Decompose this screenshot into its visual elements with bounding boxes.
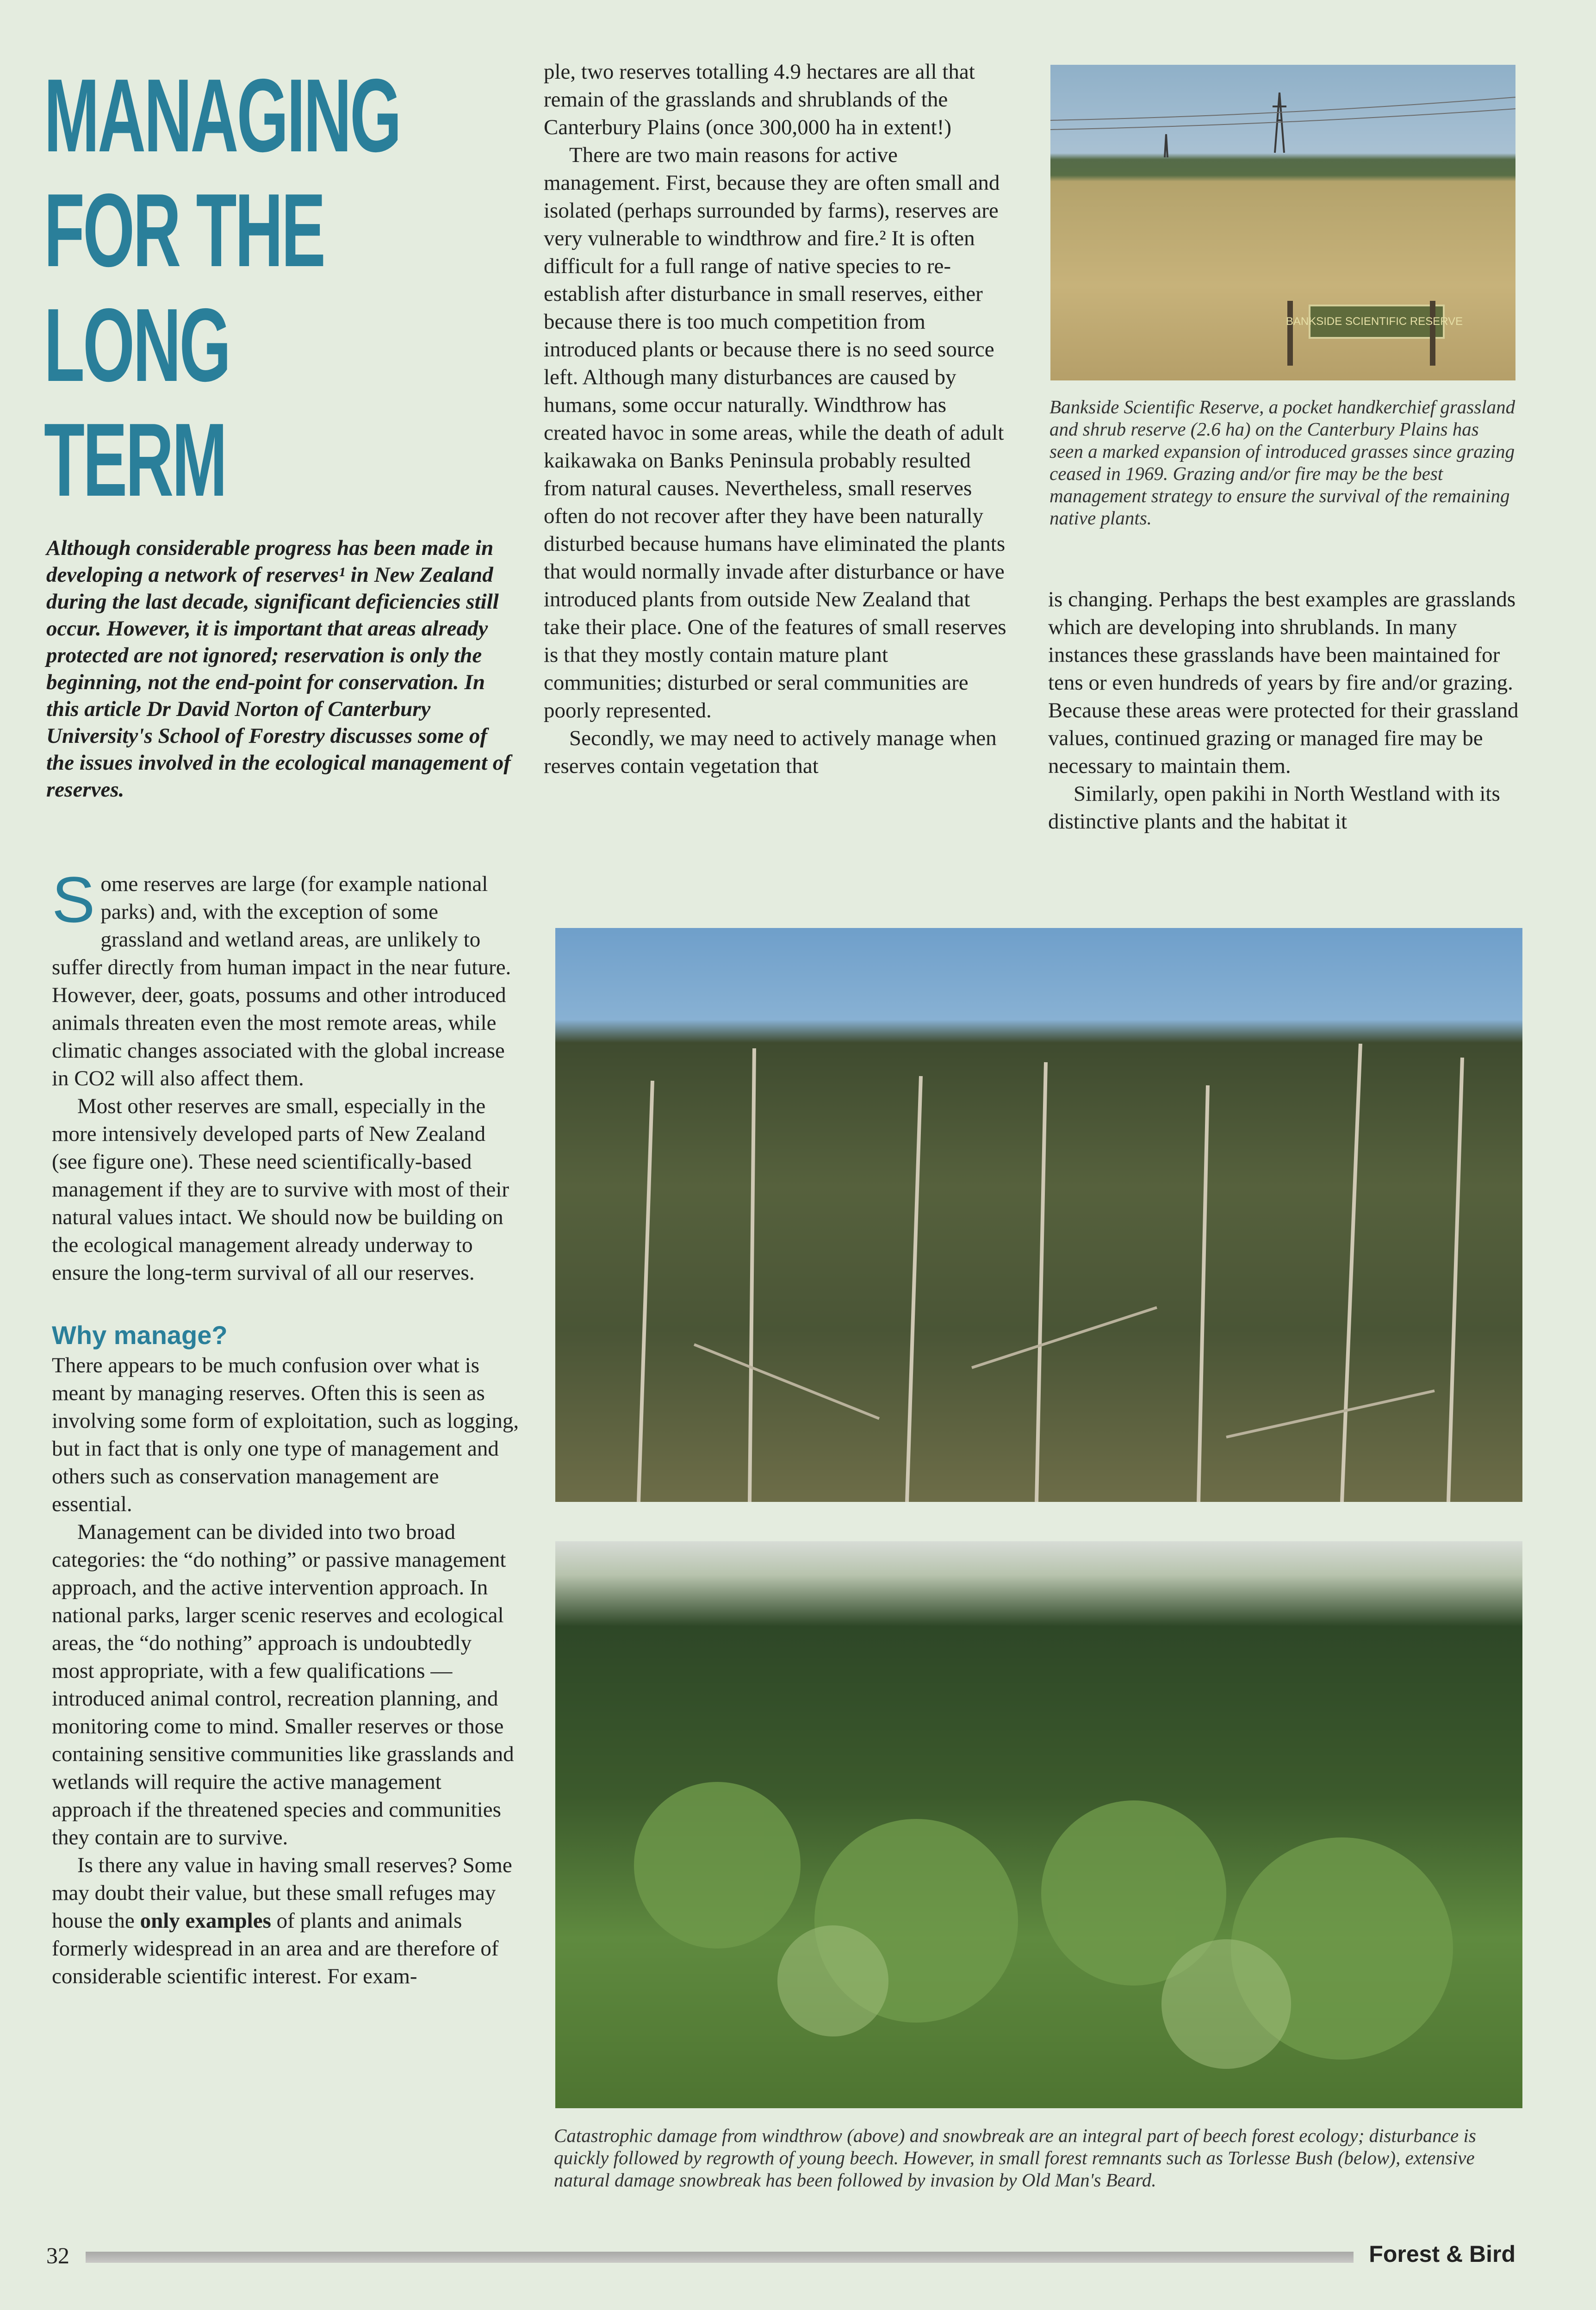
headline-line-1: MANAGING	[44, 57, 400, 174]
snowbreak-forest-photo	[555, 1541, 1522, 2108]
headline-line-4: TERM	[44, 401, 226, 518]
footer-rule	[86, 2252, 1354, 2263]
article-column-1	[52, 863, 519, 1990]
paragraph: Similarly, open pakihi in North Westland with its distinctive plants and the habitat it	[1048, 782, 1500, 834]
paragraph-text: ome reserves are large (for example national parks) and, with the exception of some grassland and wetland areas, are unlikely to suffer directly from human impact in the near future. However, deer, goats, possums and other introduced animals threaten even the most remote areas, while climatic changes associated with the global increase in CO2 will also affect them.	[52, 872, 511, 1090]
grassland-scene	[1050, 65, 1515, 380]
headline-line-2: FOR THE	[44, 172, 324, 288]
windthrow-forest-photo	[555, 928, 1522, 1502]
paragraph: There appears to be much confusion over what is meant by managing reserves. Often this is seen as involving some form of exploitation, such as logging, but in fact that is only one type of management and others such as conservation management are essential.	[52, 1353, 519, 1516]
paragraph: Most other reserves are small, especially in the more intensively developed parts of New Zealand (see figure one). These need scientifically-based management if they are to survive with most of their natural values intact. We should now be building on the ecological management already underway to ensure the long-term survival of all our reserves.	[52, 1094, 509, 1285]
magazine-name: Forest & Bird	[1369, 2241, 1515, 2267]
paragraph: Secondly, we may need to actively manage when reserves contain vegetation that	[544, 726, 997, 778]
reserve-sign-text: BANKSIDE SCIENTIFIC RESERVE	[1285, 315, 1463, 328]
standfirst: Although considerable progress has been made in developing a network of reserves¹ in New Zealand during the last decade, significant deficiencies still occur. However, it is important that areas already protected are not ignored; reservation is only the beginning, not the end-point for conservation. In this article Dr David Norton of Canterbury University's School of Forestry discusses some of the issues involved in the ecological management of reserves.	[46, 536, 511, 802]
paragraph: There are two main reasons for active management. First, because they are often small and isolated (perhaps surrounded by farms), reserves are very vulnerable to windthrow and fire.² It is often difficult for a full range of native species to re-establish after disturbance in small reserves, either because there is too much competition from introduced plants or because there is no seed source left. Although many disturbances are caused by humans, some occur naturally. Windthrow has created havoc in some areas, while the death of adult kaikawaka on Banks Peninsula probably resulted from natural causes. Nevertheless, small reserves often do not recover after they have been naturally disturbed because humans have eliminated the plants that would normally invade after disturbance or have introduced plants from outside New Zealand that take their place. One of the features of small reserves is that they mostly contain mature plant communities; disturbed or seral communities are poorly represented.	[544, 143, 1006, 722]
grassland-reserve-photo	[1050, 65, 1515, 380]
drop-cap: S	[52, 863, 95, 936]
article-column-2	[544, 58, 1006, 780]
page-number: 32	[46, 2242, 69, 2268]
article-column-3	[1048, 585, 1520, 835]
paragraph	[52, 1851, 519, 1990]
forest-photos-caption: Catastrophic damage from windthrow (above) and snowbreak are an integral part of beech forest ecology; disturbance is quickly followed by regrowth of young beech. However, in small forest remnants such as Torlesse Bush (below), extensive natural damage snowbreak has been followed by invasion by Old Man's Beard.	[554, 2125, 1476, 2191]
grassland-photo-caption: Bankside Scientific Reserve, a pocket handkerchief grassland and shrub reserve (2.6 ha) on the Canterbury Plains has seen a marked expansion of introduced grasses since grazing ceased in 1969. Grazing and/or fire may be the best management strategy to ensure the survival of the remaining native plants.	[1050, 396, 1515, 529]
paragraph-text: Is there any value in having small reserves? Some may doubt their value, but these small refuges may house the	[52, 1853, 512, 1933]
snowbreak-scene	[555, 1541, 1522, 2108]
headline	[44, 57, 400, 518]
paragraph: ple, two reserves totalling 4.9 hectares are all that remain of the grasslands and shrublands of the Canterbury Plains (once 300,000 ha in extent!)	[544, 60, 975, 139]
paragraph-text: of plants and animals formerly widespread in an area and are therefore of considerable scientific interest. For exam-	[52, 1909, 499, 1988]
windthrow-scene	[555, 928, 1522, 1502]
section-heading: Why manage?	[52, 1320, 228, 1350]
paragraph	[52, 863, 519, 1092]
paragraph: is changing. Perhaps the best examples are grasslands which are developing into shrublands. In many instances these grasslands have been maintained for tens or even hundreds of years by fire and/or grazing. Because these areas were protected for their grassland values, continued grazing or managed fire may be necessary to maintain them.	[1048, 587, 1519, 778]
headline-line-3: LONG	[44, 286, 230, 403]
emphasis-text: only examples	[140, 1909, 271, 1933]
paragraph: Management can be divided into two broad categories: the “do nothing” or passive management approach, and the active intervention approach. In national parks, larger scenic reserves and ecological areas, the “do nothing” approach is undoubtedly most appropriate, with a few qualifications — introduced animal control, recreation planning, and monitoring come to mind. Smaller reserves or those containing sensitive communities like grasslands and wetlands will require the active management approach if the threatened species and communities they contain are to survive.	[52, 1520, 514, 1849]
